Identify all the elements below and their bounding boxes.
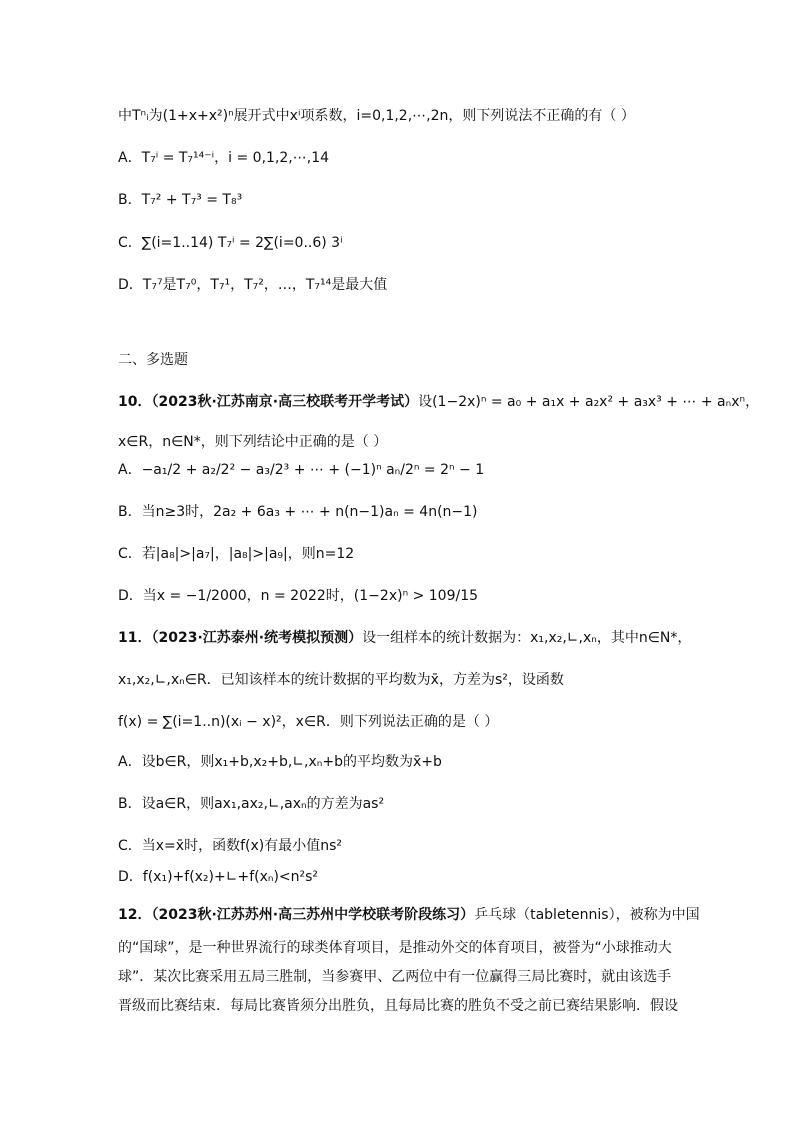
q12-number: 12． [118,907,152,923]
q10-stem-line1 [118,392,759,412]
q10-option-c: C．若|a₈|>|a₇|，|a₈|>|a₉|，则n=12 [118,546,355,562]
q11-stem-line2: x₁,x₂,∟,xₙ∈R．已知该样本的统计数据的平均数为x̄，方差为s²，设函数 [118,672,564,688]
section-title: 二、多选题 [118,352,188,368]
q11-option-d: D．f(x₁)+f(x₂)+∟+f(xₙ)<n²s² [118,869,319,885]
q11-option-a: A．设b∈R，则x₁+b,x₂+b,∟,xₙ+b的平均数为x̄+b [118,754,442,770]
q11-stem-line3: f(x) = ∑(i=1..n)(xᵢ − x)²，x∈R．则下列说法正确的是（ ） [118,714,499,730]
q10-number: 10． [118,394,152,410]
q9-option-c: C．∑(i=1..14) T₇ⁱ = 2∑(i=0..6) 3ⁱ [118,235,343,251]
q11-option-b: B．设a∈R，则ax₁,ax₂,∟,axₙ的方差为as² [118,796,385,812]
q11-number: 11． [118,630,152,646]
q11-stem-line1 [118,628,691,648]
q10-option-b: B．当n≥3时，2a₂ + 6a₃ + ⋯ + n(n−1)aₙ = 4n(n−1) [118,504,478,520]
q12-line2: 的“国球”，是一种世界流行的球类体育项目，是推动外交的体育项目，被誉为“小球推动大 [118,940,672,956]
q9-stem: 中Tⁿᵢ为(1+x+x²)ⁿ展开式中xⁱ项系数，i=0,1,2,⋯,2n，则下列说法不正确的有（ ） [118,108,635,124]
q11-source: （2023·江苏泰州·统考模拟预测） [151,630,363,646]
q9-option-a: A．T₇ⁱ = T₇¹⁴⁻ⁱ，i = 0,1,2,⋯,14 [118,150,330,166]
q12-source: （2023秋·江苏苏州·高三苏州中学校联考阶段练习） [151,907,475,923]
q10-option-a: A．−a₁/2 + a₂/2² − a₃/2³ + ⋯ + (−1)ⁿ aₙ/2ⁿ = 2ⁿ − 1 [118,462,485,478]
q9-option-d: D．T₇⁷是T₇⁰，T₇¹，T₇²，…，T₇¹⁴是最大值 [118,277,388,293]
q12-line3: 球”．某次比赛采用五局三胜制，当参赛甲、乙两位中有一位赢得三局比赛时，就由该选手 [118,969,672,985]
q12-line4: 晋级而比赛结束．每局比赛皆须分出胜负，且每局比赛的胜负不受之前已赛结果影响．假设 [118,998,678,1014]
q10-option-d: D．当x = −1/2000，n = 2022时，(1−2x)ⁿ > 109/15 [118,588,479,604]
q11-stem-a: 设一组样本的统计数据为：x₁,x₂,∟,xₙ，其中n∈N*， [362,630,692,646]
q10-source: （2023秋·江苏南京·高三校联考开学考试） [151,394,419,410]
q11-option-c: C．当x=x̄时，函数f(x)有最小值ns² [118,838,342,854]
q10-stem-a: 设(1−2x)ⁿ = a₀ + a₁x + a₂x² + a₃x³ + ⋯ + aₙxⁿ， [418,394,760,410]
q12-line1 [118,905,700,925]
q10-stem-line2: x∈R，n∈N*，则下列结论中正确的是（ ） [118,434,388,450]
q12-text-a: 乒乓球（tabletennis），被称为中国 [474,907,700,923]
q9-option-b: B．T₇² + T₇³ = T₈³ [118,192,243,208]
